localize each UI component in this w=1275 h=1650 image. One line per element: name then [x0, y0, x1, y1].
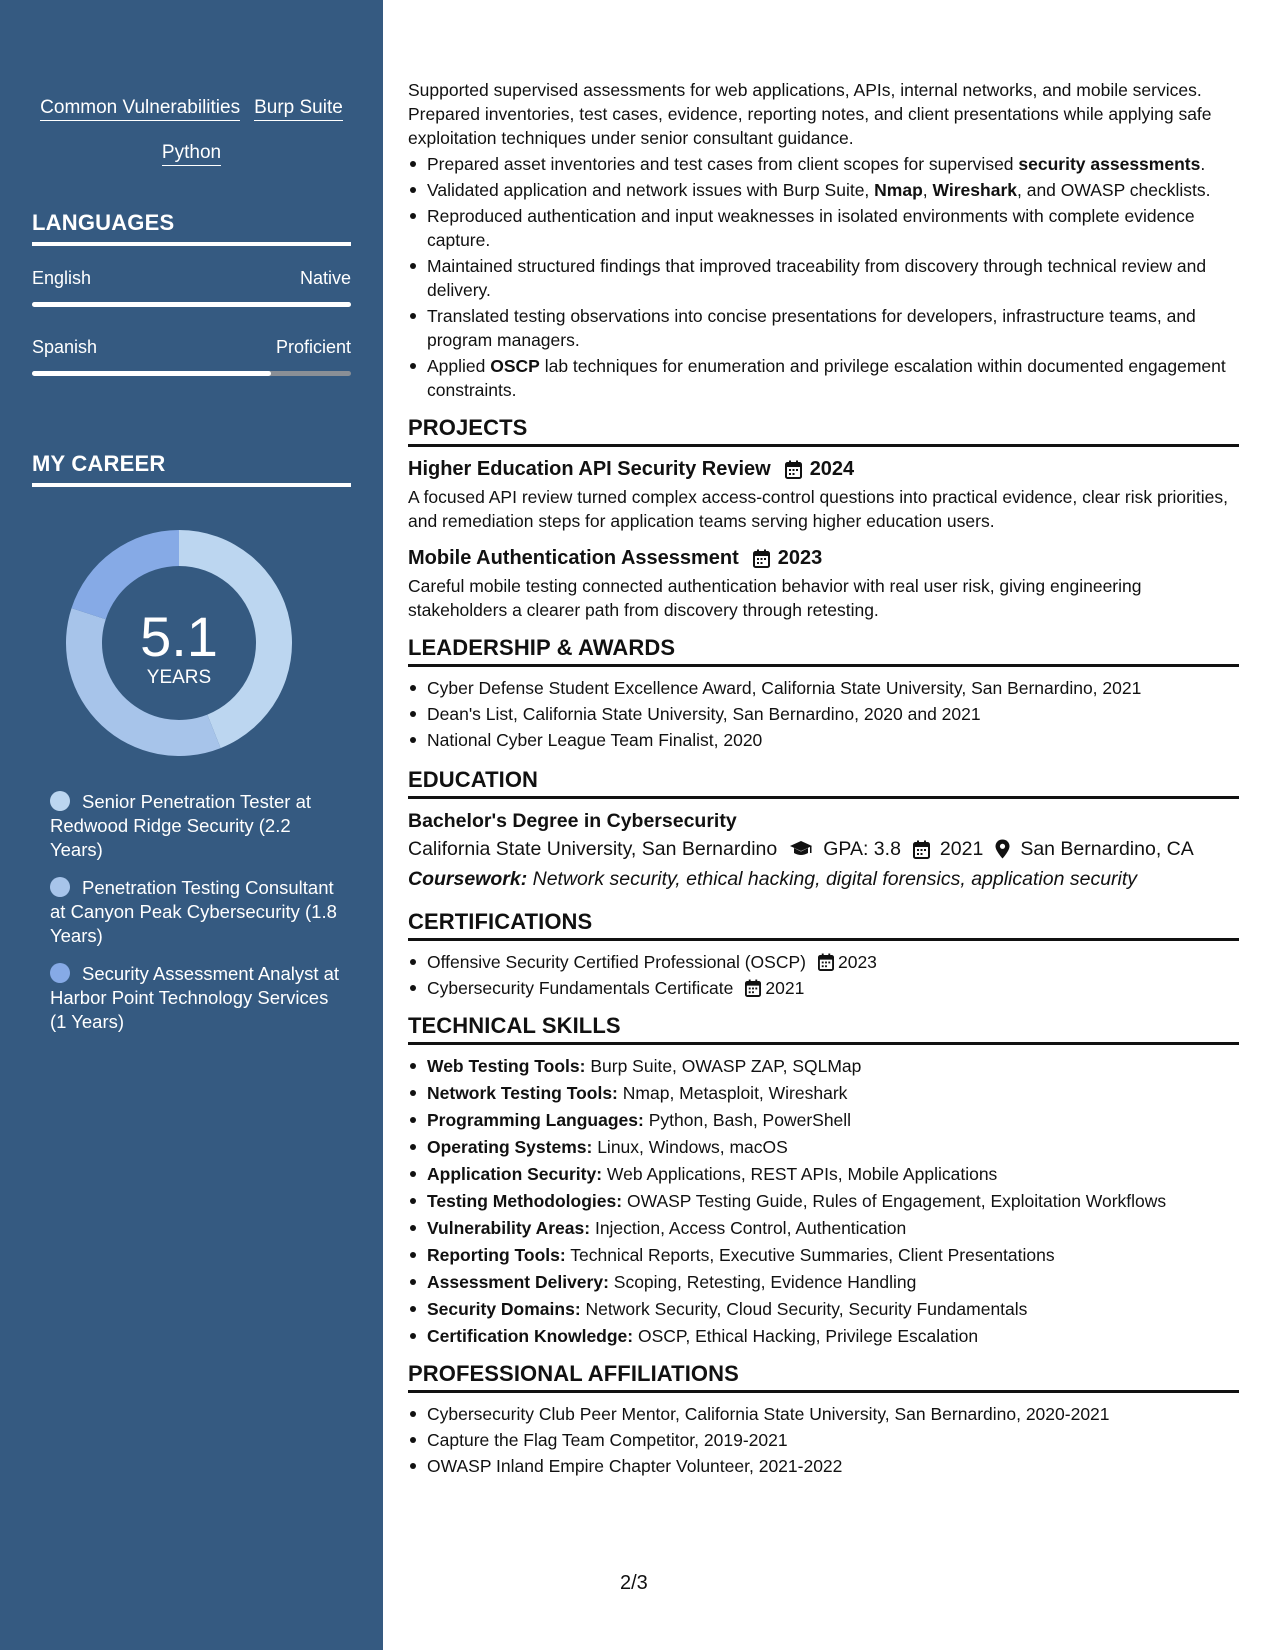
language-bar-fill [32, 371, 271, 376]
career-heading: MY CAREER [32, 451, 351, 487]
career-dot-icon [50, 791, 70, 811]
education-item [408, 808, 1239, 894]
location: San Bernardino, CA [1020, 838, 1194, 860]
experience-intro: Supported supervised assessments for web applications, APIs, internal networks, and mobile services. Prepared inventories, test cases, evidence, reporting notes, and client presentations while applying safe exploitation techniques under senior consultant guidance. [408, 80, 1212, 148]
career-item-text: Penetration Testing Consultant at Canyon Peak Cybersecurity (1.8 Years) [50, 877, 337, 946]
list-item: Vulnerability Areas: Injection, Access Control, Authentication [408, 1216, 1239, 1240]
list-item: Network Testing Tools: Nmap, Metasploit, Wireshark [408, 1081, 1239, 1105]
projects-heading: PROJECTS [408, 416, 1239, 447]
language-bar [32, 302, 351, 307]
coursework: Network security, ethical hacking, digital forensics, application security [532, 868, 1138, 890]
graduation-year: 2021 [939, 838, 984, 860]
technical-skills-heading: TECHNICAL SKILLS [408, 1014, 1239, 1045]
list-item: Prepared asset inventories and test cases from client scopes for supervised security assessments. [408, 152, 1239, 176]
certifications-heading: CERTIFICATIONS [408, 910, 1239, 941]
language-bar-fill [32, 302, 351, 307]
list-item [408, 976, 1239, 1000]
skill-tag: Burp Suite [254, 97, 343, 121]
list-item: Translated testing observations into concise presentations for developers, infrastructure teams, and program managers. [408, 304, 1239, 352]
calendar-icon [785, 460, 802, 479]
project-year: 2024 [809, 458, 855, 480]
certification-year: 2021 [765, 978, 805, 998]
calendar-icon [818, 953, 834, 971]
list-item: Security Domains: Network Security, Cloud Security, Security Fundamentals [408, 1297, 1239, 1321]
affiliations-heading: PROFESSIONAL AFFILIATIONS [408, 1362, 1239, 1393]
skill-tag: Python [162, 142, 221, 166]
list-item [408, 950, 1239, 974]
career-item-text: Senior Penetration Tester at Redwood Ridge Security (2.2 Years) [50, 791, 311, 860]
main-content [408, 78, 1239, 1478]
list-item: Testing Methodologies: OWASP Testing Guide, Rules of Engagement, Exploitation Workflows [408, 1189, 1239, 1213]
list-item: Dean's List, California State University, San Bernardino, 2020 and 2021 [408, 702, 1239, 726]
list-item: Capture the Flag Team Competitor, 2019-2021 [408, 1428, 1239, 1452]
gpa: GPA: 3.8 [823, 838, 901, 860]
list-item: Programming Languages: Python, Bash, PowerShell [408, 1108, 1239, 1132]
experience-bullets [408, 152, 1239, 402]
certifications-list [408, 950, 1239, 1000]
skill-tag: Common Vulnerabilities [40, 97, 240, 121]
list-item: Web Testing Tools: Burp Suite, OWASP ZAP, SQLMap [408, 1054, 1239, 1078]
career-item [50, 876, 340, 948]
language-spanish [32, 337, 351, 376]
career-unit: YEARS [146, 667, 212, 688]
school: California State University, San Bernardino [408, 838, 778, 860]
list-item: Applied OSCP lab techniques for enumeration and privilege escalation within documented engagement constraints. [408, 354, 1239, 402]
project-title: Mobile Authentication Assessment [408, 547, 739, 569]
technical-skills-list [408, 1054, 1239, 1348]
languages-heading: LANGUAGES [32, 210, 351, 246]
career-dot-icon [50, 877, 70, 897]
certification-name: Cybersecurity Fundamentals Certificate [427, 978, 734, 998]
affiliations-list [408, 1402, 1239, 1478]
list-item: Cyber Defense Student Excellence Award, California State University, San Bernardino, 2021 [408, 676, 1239, 700]
certification-year: 2023 [837, 952, 877, 972]
language-level: Proficient [275, 337, 351, 357]
sidebar [0, 0, 383, 1650]
leadership-list [408, 676, 1239, 752]
language-english [32, 268, 351, 307]
list-item: Cybersecurity Club Peer Mentor, California State University, San Bernardino, 2020-2021 [408, 1402, 1239, 1426]
career-donut-chart [66, 530, 292, 756]
career-total: 5.1 [140, 605, 218, 668]
list-item: National Cyber League Team Finalist, 2020 [408, 728, 1239, 752]
project-description: Careful mobile testing connected authentication behavior with real user risk, giving engineering stakeholders a clearer path from discovery through retesting. [408, 576, 1142, 620]
career-item [50, 790, 340, 862]
calendar-icon [913, 840, 930, 859]
calendar-icon [753, 549, 770, 568]
language-name: Spanish [32, 337, 98, 357]
skill-tags [32, 86, 351, 176]
career-item-text: Security Assessment Analyst at Harbor Point Technology Services (1 Years) [50, 963, 340, 1032]
list-item: Reproduced authentication and input weaknesses in isolated environments with complete evidence capture. [408, 204, 1239, 252]
language-level: Native [299, 268, 351, 288]
project-item [408, 456, 1239, 533]
list-item: Assessment Delivery: Scoping, Retesting, Evidence Handling [408, 1270, 1239, 1294]
project-item [408, 545, 1239, 622]
graduation-cap-icon [789, 840, 813, 858]
project-title: Higher Education API Security Review [408, 458, 771, 480]
list-item: Certification Knowledge: OSCP, Ethical Hacking, Privilege Escalation [408, 1324, 1239, 1348]
list-item: Maintained structured findings that improved traceability from discovery through technical review and delivery. [408, 254, 1239, 302]
coursework-label: Coursework: [408, 868, 528, 890]
leadership-heading: LEADERSHIP & AWARDS [408, 636, 1239, 667]
location-pin-icon [995, 839, 1010, 859]
certification-name: Offensive Security Certified Professional (OSCP) [427, 952, 806, 972]
list-item: Application Security: Web Applications, REST APIs, Mobile Applications [408, 1162, 1239, 1186]
list-item: Validated application and network issues with Burp Suite, Nmap, Wireshark, and OWASP checklists. [408, 178, 1239, 202]
calendar-icon [745, 979, 761, 997]
project-description: A focused API review turned complex access-control questions into practical evidence, clear risk priorities, and remediation steps for application teams serving higher education users. [408, 487, 1228, 531]
list-item: Reporting Tools: Technical Reports, Executive Summaries, Client Presentations [408, 1243, 1239, 1267]
language-bar [32, 371, 351, 376]
education-heading: EDUCATION [408, 768, 1239, 799]
degree: Bachelor's Degree in Cybersecurity [408, 810, 737, 832]
list-item: OWASP Inland Empire Chapter Volunteer, 2021-2022 [408, 1454, 1239, 1478]
list-item: Operating Systems: Linux, Windows, macOS [408, 1135, 1239, 1159]
career-item [50, 962, 340, 1034]
career-list [50, 790, 340, 1048]
page-number: 2/3 [620, 1572, 648, 1594]
career-dot-icon [50, 963, 70, 983]
language-name: English [32, 268, 92, 288]
project-year: 2023 [777, 547, 823, 569]
